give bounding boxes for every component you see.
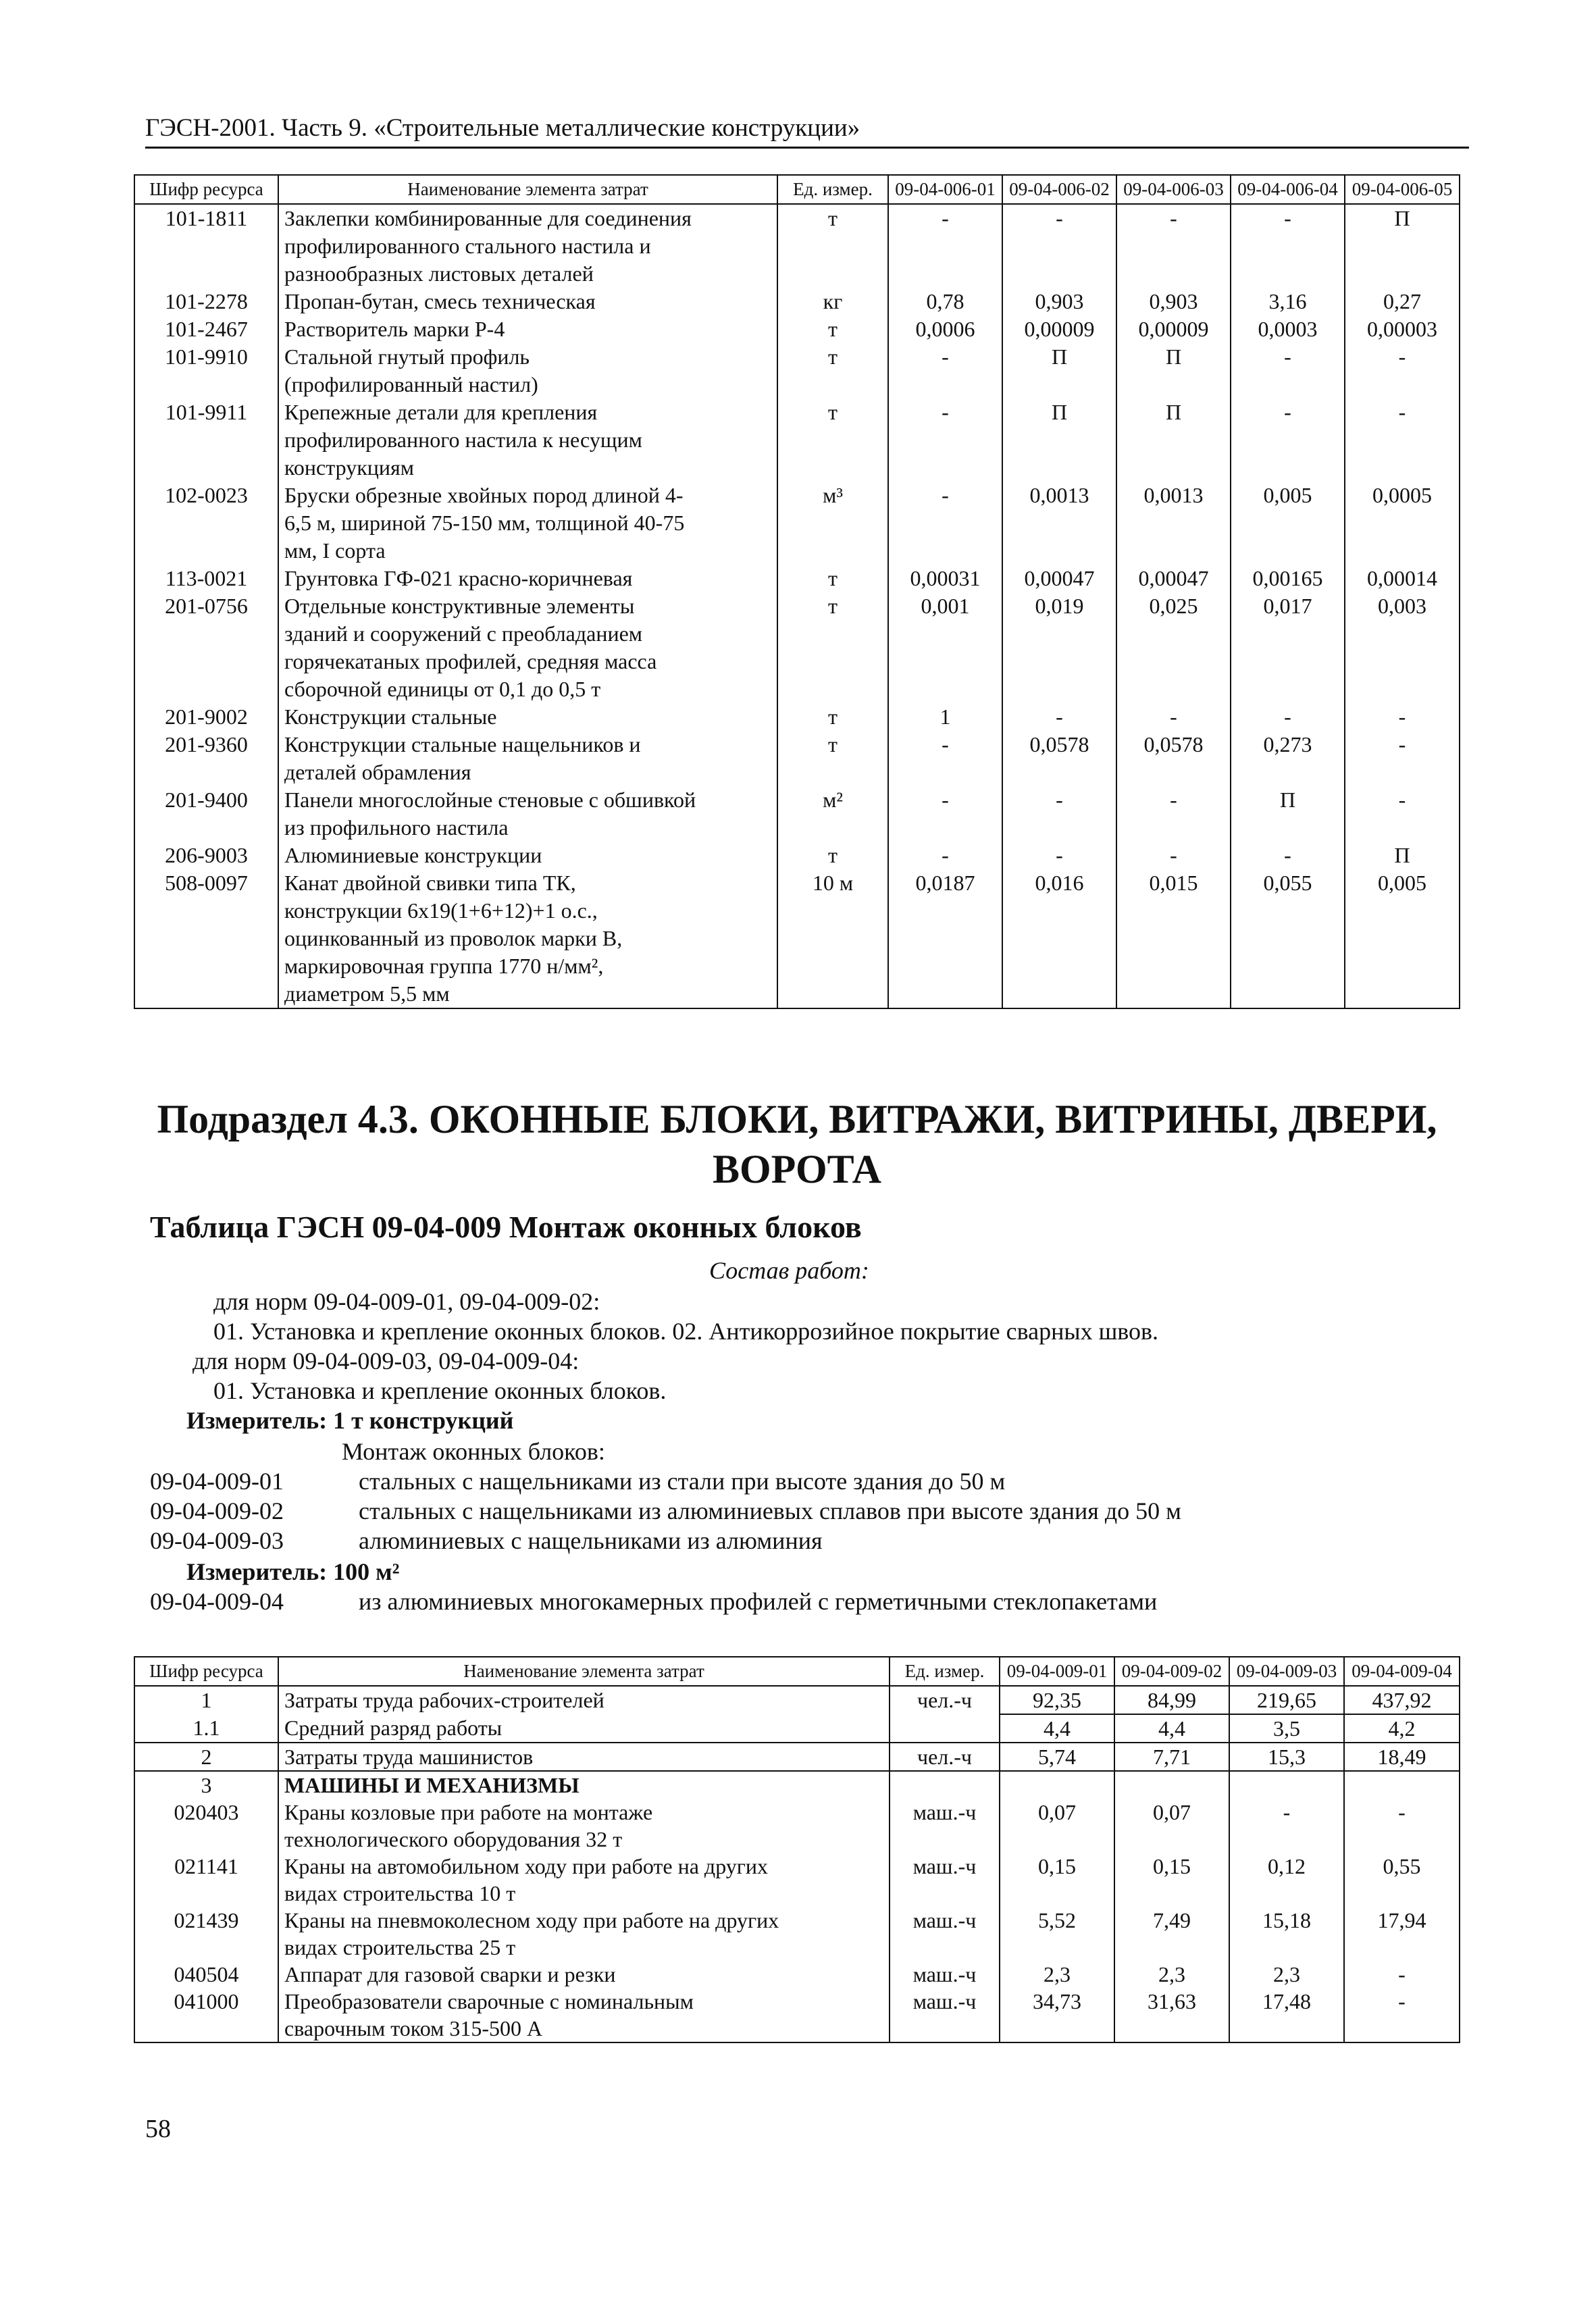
col-header-norm: 09-04-009-01 bbox=[1000, 1657, 1114, 1686]
resource-name-line: Средний разряд работы bbox=[284, 1716, 503, 1740]
resource-code-cell: 101-2467 bbox=[134, 315, 278, 343]
unit-cell bbox=[890, 1714, 1000, 1743]
value-cell: 2,3 bbox=[1114, 1961, 1229, 1988]
value-cell: 34,73 bbox=[1000, 1988, 1114, 2042]
table-row bbox=[134, 482, 1460, 565]
value-cell: - bbox=[1231, 398, 1345, 482]
value-cell: - bbox=[1345, 731, 1460, 786]
value-cell: - bbox=[1116, 786, 1231, 842]
value-cell: - bbox=[1344, 1799, 1460, 1853]
value-cell: 15,18 bbox=[1229, 1907, 1344, 1961]
col-header-unit: Ед. измер. bbox=[890, 1657, 1000, 1686]
table-row bbox=[134, 1714, 1460, 1743]
value-cell: П bbox=[1002, 398, 1116, 482]
resource-name-line: Растворитель марки Р-4 bbox=[284, 317, 505, 341]
value-cell: 0,025 bbox=[1116, 592, 1231, 703]
value-cell: 0,00009 bbox=[1002, 315, 1116, 343]
value-cell: - bbox=[888, 842, 1002, 869]
resource-name-cell bbox=[278, 1961, 890, 1988]
resource-code-cell: 101-1811 bbox=[134, 204, 278, 288]
resource-name-line: 6,5 м, шириной 75-150 мм, толщиной 40-75 bbox=[284, 511, 685, 535]
table-row bbox=[134, 786, 1460, 842]
montage-label: Монтаж оконных блоков: bbox=[342, 1438, 605, 1465]
page-number: 58 bbox=[145, 2115, 171, 2143]
resource-name-line: Панели многослойные стеновые с обшивкой bbox=[284, 788, 696, 812]
value-cell: 31,63 bbox=[1114, 1988, 1229, 2042]
table-row bbox=[134, 204, 1460, 288]
resource-name-line: видах строительства 25 т bbox=[284, 1935, 516, 1959]
value-cell: 15,3 bbox=[1229, 1743, 1344, 1771]
value-cell: 0,903 bbox=[1116, 288, 1231, 315]
unit-cell: 10 м bbox=[777, 869, 888, 1008]
value-cell: 0,019 bbox=[1002, 592, 1116, 703]
col-header-norm: 09-04-006-04 bbox=[1231, 175, 1345, 204]
resource-name-line: Канат двойной свивки типа ТК, bbox=[284, 871, 576, 895]
value-cell: - bbox=[1116, 703, 1231, 731]
value-cell: 0,78 bbox=[888, 288, 1002, 315]
unit-cell: маш.-ч bbox=[890, 1988, 1000, 2042]
resource-name-line: Алюминиевые конструкции bbox=[284, 843, 542, 867]
table-row bbox=[134, 1771, 1460, 1799]
table-row bbox=[134, 1988, 1460, 2042]
value-cell: 0,00009 bbox=[1116, 315, 1231, 343]
col-header-unit: Ед. измер. bbox=[777, 175, 888, 204]
resource-name-line: конструкции 6х19(1+6+12)+1 о.с., bbox=[284, 898, 598, 923]
value-cell: - bbox=[1116, 842, 1231, 869]
value-cell: П bbox=[1116, 398, 1231, 482]
unit-cell: т bbox=[777, 565, 888, 592]
resource-name-cell bbox=[278, 786, 777, 842]
value-cell: 0,00047 bbox=[1002, 565, 1116, 592]
resource-name-cell bbox=[278, 204, 777, 288]
resource-code-cell: 020403 bbox=[134, 1799, 278, 1853]
table-row bbox=[134, 288, 1460, 315]
resource-name-line: Преобразователи сварочные с номинальным bbox=[284, 1989, 694, 2013]
value-cell: П bbox=[1002, 343, 1116, 398]
value-cell: - bbox=[888, 731, 1002, 786]
value-cell: 17,48 bbox=[1229, 1988, 1344, 2042]
value-cell bbox=[1000, 1771, 1114, 1799]
value-cell: 0,0006 bbox=[888, 315, 1002, 343]
resource-name-line: Грунтовка ГФ-021 красно-коричневая bbox=[284, 566, 633, 590]
value-cell: 0,00031 bbox=[888, 565, 1002, 592]
resources-table-09-04-009 bbox=[134, 1656, 1460, 2043]
resource-name-line: видах строительства 10 т bbox=[284, 1881, 516, 1905]
resource-name-cell bbox=[278, 1714, 890, 1743]
norm-code: 09-04-009-03 bbox=[150, 1527, 284, 1554]
unit-cell: чел.-ч bbox=[890, 1686, 1000, 1714]
value-cell: 3,16 bbox=[1231, 288, 1345, 315]
section-heading bbox=[135, 1094, 1459, 1194]
resource-code-cell: 021439 bbox=[134, 1907, 278, 1961]
unit-cell: маш.-ч bbox=[890, 1907, 1000, 1961]
col-header-norm: 09-04-009-04 bbox=[1344, 1657, 1460, 1686]
resource-name-line: Аппарат для газовой сварки и резки bbox=[284, 1962, 616, 1986]
value-cell: 0,00003 bbox=[1345, 315, 1460, 343]
value-cell: 5,52 bbox=[1000, 1907, 1114, 1961]
resource-name-line: Крепежные детали для крепления bbox=[284, 400, 598, 424]
value-cell: 0,0013 bbox=[1116, 482, 1231, 565]
value-cell: 17,94 bbox=[1344, 1907, 1460, 1961]
value-cell: 0,0578 bbox=[1116, 731, 1231, 786]
value-cell: 0,27 bbox=[1345, 288, 1460, 315]
value-cell: 4,4 bbox=[1114, 1714, 1229, 1743]
table-row bbox=[134, 1686, 1460, 1714]
resource-name-cell bbox=[278, 1988, 890, 2042]
resource-name-line: профилированного стального настила и bbox=[284, 234, 651, 258]
resource-code-cell: 1.1 bbox=[134, 1714, 278, 1743]
value-cell: 437,92 bbox=[1344, 1686, 1460, 1714]
norm-code: 09-04-009-02 bbox=[150, 1497, 284, 1524]
value-cell: - bbox=[1345, 786, 1460, 842]
value-cell: 0,017 bbox=[1231, 592, 1345, 703]
resource-name-line: Бруски обрезные хвойных пород длиной 4- bbox=[284, 483, 684, 507]
value-cell: 0,015 bbox=[1116, 869, 1231, 1008]
value-cell: 0,00014 bbox=[1345, 565, 1460, 592]
norm-description: стальных с нащельниками из алюминиевых сплавов при высоте здания до 50 м bbox=[359, 1497, 1181, 1524]
value-cell: - bbox=[1229, 1799, 1344, 1853]
resource-code-cell: 101-9910 bbox=[134, 343, 278, 398]
value-cell: 0,00047 bbox=[1116, 565, 1231, 592]
resource-name-line: Краны козловые при работе на монтаже bbox=[284, 1800, 653, 1824]
value-cell: П bbox=[1345, 842, 1460, 869]
resource-name-line: МАШИНЫ И МЕХАНИЗМЫ bbox=[284, 1773, 580, 1797]
col-header-norm: 09-04-006-05 bbox=[1345, 175, 1460, 204]
work-line: 01. Установка и крепление оконных блоков. bbox=[213, 1377, 667, 1404]
norm-description: алюминиевых с нащельниками из алюминия bbox=[359, 1527, 823, 1554]
value-cell: 0,016 bbox=[1002, 869, 1116, 1008]
resource-name-line: оцинкованный из проволок марки В, bbox=[284, 926, 623, 950]
value-cell: 1 bbox=[888, 703, 1002, 731]
value-cell: 7,71 bbox=[1114, 1743, 1229, 1771]
col-header-norm: 09-04-009-02 bbox=[1114, 1657, 1229, 1686]
unit-cell: т bbox=[777, 731, 888, 786]
resource-name-cell bbox=[278, 288, 777, 315]
table-title: Таблица ГЭСН 09-04-009 Монтаж оконных блоков bbox=[150, 1210, 862, 1244]
value-cell: 0,003 bbox=[1345, 592, 1460, 703]
resource-name-cell bbox=[278, 565, 777, 592]
resource-name-line: горячекатаных профилей, средняя масса bbox=[284, 649, 657, 673]
value-cell: - bbox=[1116, 204, 1231, 288]
resource-code-cell: 040504 bbox=[134, 1961, 278, 1988]
value-cell: 0,0013 bbox=[1002, 482, 1116, 565]
value-cell: 0,12 bbox=[1229, 1853, 1344, 1907]
page-header: ГЭСН-2001. Часть 9. «Строительные металлические конструкции» bbox=[145, 113, 1469, 149]
resource-code-cell: 201-9002 bbox=[134, 703, 278, 731]
resource-name-line: диаметром 5,5 мм bbox=[284, 981, 450, 1006]
value-cell bbox=[1229, 1771, 1344, 1799]
col-header-norm: 09-04-006-03 bbox=[1116, 175, 1231, 204]
value-cell: 0,15 bbox=[1114, 1853, 1229, 1907]
value-cell: 0,07 bbox=[1114, 1799, 1229, 1853]
value-cell: 4,4 bbox=[1000, 1714, 1114, 1743]
resource-name-cell bbox=[278, 315, 777, 343]
unit-cell: чел.-ч bbox=[890, 1743, 1000, 1771]
table-row bbox=[134, 565, 1460, 592]
value-cell: - bbox=[1002, 703, 1116, 731]
value-cell: 219,65 bbox=[1229, 1686, 1344, 1714]
value-cell: 0,055 bbox=[1231, 869, 1345, 1008]
value-cell: 0,0003 bbox=[1231, 315, 1345, 343]
resource-code-cell: 102-0023 bbox=[134, 482, 278, 565]
resource-name-line: Отдельные конструктивные элементы bbox=[284, 594, 635, 618]
table-row bbox=[134, 1961, 1460, 1988]
table-row bbox=[134, 315, 1460, 343]
resource-name-cell bbox=[278, 398, 777, 482]
value-cell: - bbox=[1002, 204, 1116, 288]
value-cell: - bbox=[1344, 1988, 1460, 2042]
value-cell: - bbox=[888, 786, 1002, 842]
table-row bbox=[134, 398, 1460, 482]
value-cell: - bbox=[1344, 1961, 1460, 1988]
resource-name-cell bbox=[278, 869, 777, 1008]
value-cell: - bbox=[1002, 842, 1116, 869]
col-header-name: Наименование элемента затрат bbox=[278, 175, 777, 204]
resource-code-cell: 201-0756 bbox=[134, 592, 278, 703]
value-cell: - bbox=[1231, 204, 1345, 288]
unit-cell: м³ bbox=[777, 482, 888, 565]
value-cell: 0,15 bbox=[1000, 1853, 1114, 1907]
unit-cell: т bbox=[777, 398, 888, 482]
unit-cell: т bbox=[777, 703, 888, 731]
resource-code-cell: 201-9400 bbox=[134, 786, 278, 842]
value-cell: 0,273 bbox=[1231, 731, 1345, 786]
value-cell: - bbox=[1231, 842, 1345, 869]
value-cell: П bbox=[1345, 204, 1460, 288]
resource-name-line: Пропан-бутан, смесь техническая bbox=[284, 289, 596, 313]
resource-name-cell bbox=[278, 1907, 890, 1961]
resource-name-line: сборочной единицы от 0,1 до 0,5 т bbox=[284, 677, 601, 701]
value-cell: 0,0005 bbox=[1345, 482, 1460, 565]
value-cell: 5,74 bbox=[1000, 1743, 1114, 1771]
resource-name-cell bbox=[278, 1853, 890, 1907]
resource-name-cell bbox=[278, 592, 777, 703]
col-header-code: Шифр ресурса bbox=[134, 175, 278, 204]
resource-name-line: Заклепки комбинированные для соединения bbox=[284, 206, 692, 230]
resource-code-cell: 508-0097 bbox=[134, 869, 278, 1008]
value-cell: - bbox=[888, 482, 1002, 565]
resource-name-line: конструкциям bbox=[284, 455, 414, 480]
resource-name-cell bbox=[278, 1799, 890, 1853]
col-header-name: Наименование элемента затрат bbox=[278, 1657, 890, 1686]
resource-code-cell: 101-9911 bbox=[134, 398, 278, 482]
resource-name-line: Конструкции стальные нащельников и bbox=[284, 732, 641, 756]
norm-description: из алюминиевых многокамерных профилей с герметичными стеклопакетами bbox=[359, 1588, 1158, 1615]
resource-code-cell: 113-0021 bbox=[134, 565, 278, 592]
col-header-norm: 09-04-006-01 bbox=[888, 175, 1002, 204]
value-cell: - bbox=[888, 398, 1002, 482]
table-row bbox=[134, 592, 1460, 703]
norm-code: 09-04-009-01 bbox=[150, 1468, 284, 1495]
value-cell: - bbox=[1231, 343, 1345, 398]
resource-name-line: сварочным током 315-500 А bbox=[284, 2016, 543, 2040]
table-row bbox=[134, 842, 1460, 869]
unit-cell: т bbox=[777, 204, 888, 288]
meter-label: Измеритель: 100 м² bbox=[186, 1558, 400, 1585]
value-cell: 0,55 bbox=[1344, 1853, 1460, 1907]
value-cell: - bbox=[888, 204, 1002, 288]
resource-name-line: деталей обрамления bbox=[284, 760, 471, 784]
value-cell bbox=[1114, 1771, 1229, 1799]
value-cell: 0,0578 bbox=[1002, 731, 1116, 786]
resource-name-cell bbox=[278, 1686, 890, 1714]
value-cell: 3,5 bbox=[1229, 1714, 1344, 1743]
resource-name-line: технологического оборудования 32 т bbox=[284, 1827, 623, 1851]
resource-name-cell bbox=[278, 1771, 890, 1799]
resource-code-cell: 206-9003 bbox=[134, 842, 278, 869]
value-cell: 0,005 bbox=[1231, 482, 1345, 565]
unit-cell: маш.-ч bbox=[890, 1799, 1000, 1853]
unit-cell bbox=[890, 1771, 1000, 1799]
value-cell: 2,3 bbox=[1000, 1961, 1114, 1988]
table-row bbox=[134, 1907, 1460, 1961]
resource-code-cell: 021141 bbox=[134, 1853, 278, 1907]
resource-name-line: из профильного настила bbox=[284, 815, 509, 840]
work-line: для норм 09-04-009-01, 09-04-009-02: bbox=[213, 1288, 600, 1315]
resource-name-line: мм, I сорта bbox=[284, 538, 386, 563]
unit-cell: т bbox=[777, 343, 888, 398]
work-composition-heading: Состав работ: bbox=[709, 1257, 869, 1284]
col-header-code: Шифр ресурса bbox=[134, 1657, 278, 1686]
value-cell: П bbox=[1231, 786, 1345, 842]
value-cell: - bbox=[1231, 703, 1345, 731]
value-cell: 4,2 bbox=[1344, 1714, 1460, 1743]
value-cell: 0,07 bbox=[1000, 1799, 1114, 1853]
value-cell: 0,001 bbox=[888, 592, 1002, 703]
resource-name-line: разнообразных листовых деталей bbox=[284, 261, 594, 286]
unit-cell: маш.-ч bbox=[890, 1853, 1000, 1907]
unit-cell: м² bbox=[777, 786, 888, 842]
resource-code-cell: 101-2278 bbox=[134, 288, 278, 315]
meter-label: Измеритель: 1 т конструкций bbox=[186, 1407, 514, 1434]
resource-name-cell bbox=[278, 731, 777, 786]
resource-code-cell: 2 bbox=[134, 1743, 278, 1771]
norm-code: 09-04-009-04 bbox=[150, 1588, 284, 1615]
unit-cell: т bbox=[777, 842, 888, 869]
unit-cell: маш.-ч bbox=[890, 1961, 1000, 1988]
resource-name-cell bbox=[278, 482, 777, 565]
resource-name-cell bbox=[278, 343, 777, 398]
table-row bbox=[134, 1799, 1460, 1853]
value-cell: 84,99 bbox=[1114, 1686, 1229, 1714]
table-row bbox=[134, 703, 1460, 731]
section-heading-line: ВОРОТА bbox=[712, 1147, 882, 1191]
table-row bbox=[134, 1743, 1460, 1771]
value-cell: 0,903 bbox=[1002, 288, 1116, 315]
resource-name-line: (профилированный настил) bbox=[284, 372, 538, 396]
resource-name-line: маркировочная группа 1770 н/мм², bbox=[284, 954, 604, 978]
value-cell: 92,35 bbox=[1000, 1686, 1114, 1714]
value-cell: - bbox=[1002, 786, 1116, 842]
value-cell: П bbox=[1116, 343, 1231, 398]
table-row bbox=[134, 869, 1460, 1008]
value-cell: 18,49 bbox=[1344, 1743, 1460, 1771]
resource-name-line: Стальной гнутый профиль bbox=[284, 344, 530, 369]
table-row bbox=[134, 343, 1460, 398]
resource-code-cell: 041000 bbox=[134, 1988, 278, 2042]
value-cell: - bbox=[1345, 343, 1460, 398]
unit-cell: кг bbox=[777, 288, 888, 315]
value-cell: 7,49 bbox=[1114, 1907, 1229, 1961]
resource-name-line: зданий и сооружений с преобладанием bbox=[284, 621, 643, 646]
resource-name-cell bbox=[278, 1743, 890, 1771]
resource-name-line: Краны на автомобильном ходу при работе на других bbox=[284, 1854, 769, 1878]
resource-name-cell bbox=[278, 842, 777, 869]
section-heading-line: Подраздел 4.3. ОКОННЫЕ БЛОКИ, ВИТРАЖИ, ВИТРИНЫ, ДВЕРИ, bbox=[157, 1097, 1437, 1141]
value-cell: 0,005 bbox=[1345, 869, 1460, 1008]
table-row bbox=[134, 1853, 1460, 1907]
work-line: 01. Установка и крепление оконных блоков. 02. Антикоррозийное покрытие сварных швов. bbox=[213, 1318, 1159, 1345]
value-cell: 0,00165 bbox=[1231, 565, 1345, 592]
unit-cell: т bbox=[777, 315, 888, 343]
value-cell: - bbox=[1345, 398, 1460, 482]
resource-code-cell: 201-9360 bbox=[134, 731, 278, 786]
resource-name-line: Конструкции стальные bbox=[284, 704, 497, 729]
value-cell: - bbox=[1345, 703, 1460, 731]
resource-name-line: Краны на пневмоколесном ходу при работе на других bbox=[284, 1908, 779, 1932]
unit-cell: т bbox=[777, 592, 888, 703]
value-cell: 0,0187 bbox=[888, 869, 1002, 1008]
resource-name-line: Затраты труда рабочих-строителей bbox=[284, 1688, 604, 1712]
resource-name-cell bbox=[278, 703, 777, 731]
col-header-norm: 09-04-006-02 bbox=[1002, 175, 1116, 204]
value-cell: - bbox=[888, 343, 1002, 398]
norm-description: стальных с нащельниками из стали при высоте здания до 50 м bbox=[359, 1468, 1006, 1495]
col-header-norm: 09-04-009-03 bbox=[1229, 1657, 1344, 1686]
value-cell bbox=[1344, 1771, 1460, 1799]
resource-code-cell: 3 bbox=[134, 1771, 278, 1799]
value-cell: 2,3 bbox=[1229, 1961, 1344, 1988]
resource-name-line: профилированного настила к несущим bbox=[284, 428, 642, 452]
resource-code-cell: 1 bbox=[134, 1686, 278, 1714]
work-line: для норм 09-04-009-03, 09-04-009-04: bbox=[192, 1347, 580, 1374]
resources-table-09-04-006 bbox=[134, 174, 1460, 1009]
resource-name-line: Затраты труда машинистов bbox=[284, 1745, 534, 1769]
table-row bbox=[134, 731, 1460, 786]
